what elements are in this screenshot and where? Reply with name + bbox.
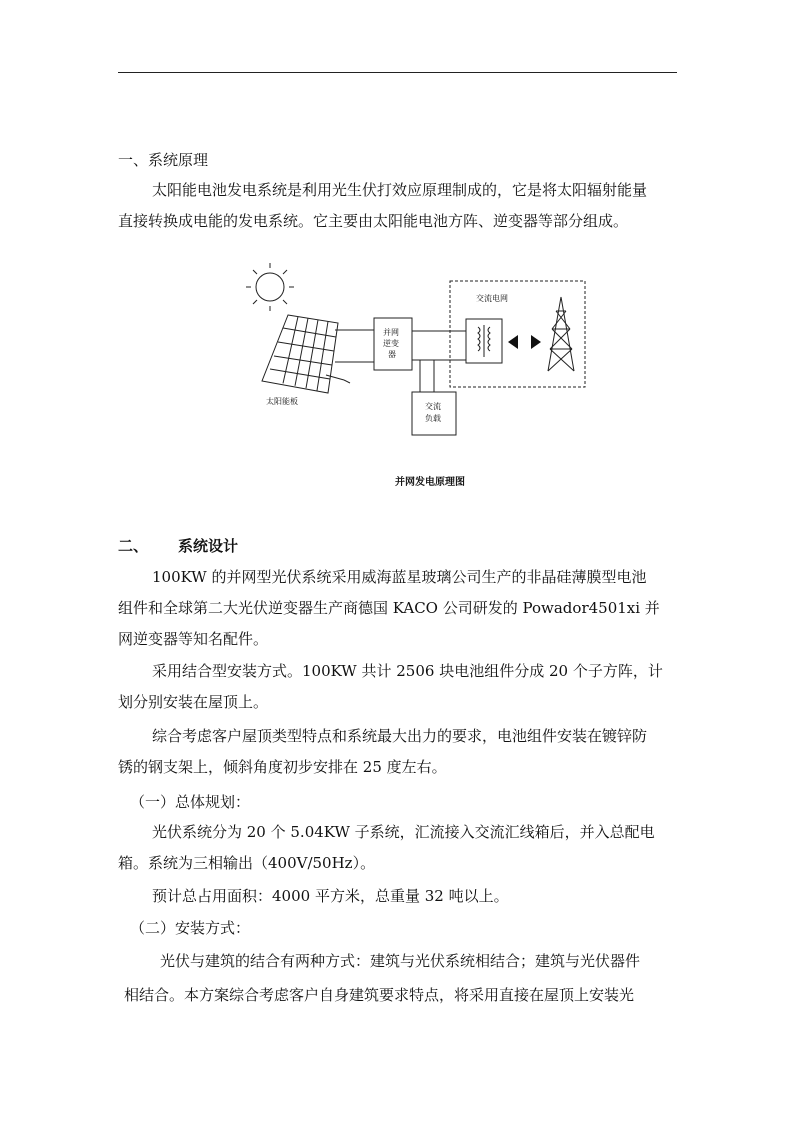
grid-connection-diagram (240, 255, 590, 445)
section1-para-line2: 直接转换成电能的发电系统。它主要由太阳能电池方阵、逆变器等部分组成。 (118, 212, 629, 230)
load-label-1: 交流 (425, 402, 441, 411)
left-arrow-icon (508, 335, 518, 349)
header-rule (118, 72, 677, 73)
grid-label: 交流电网 (476, 294, 508, 303)
section2-p6-line1: 光伏与建筑的结合有两种方式：建筑与光伏系统相结合；建筑与光伏器件 (160, 952, 641, 970)
section2-p3-line2: 锈的钢支架上，倾斜角度初步安排在 25 度左右。 (118, 758, 447, 776)
section2-p4-line1: 光伏系统分为 20 个 5.04KW 子系统，汇流接入交流汇线箱后，并入总配电 (152, 823, 655, 841)
section2-p2-line2: 划分别安装在屋顶上。 (118, 693, 269, 711)
section2-p3-line1: 综合考虑客户屋顶类型特点和系统最大出力的要求，电池组件安装在镀锌防 (152, 727, 648, 745)
section2-heading-num: 二、 (118, 537, 149, 555)
section2-p6-line2: 相结合。本方案综合考虑客户自身建筑要求特点，将采用直接在屋顶上安装光 (124, 986, 635, 1004)
power-tower-icon (548, 297, 574, 371)
transformer-icon (466, 319, 502, 363)
right-arrow-icon (531, 335, 541, 349)
section2-p4-line2: 箱。系统为三相输出（400V/50Hz）。 (118, 854, 376, 872)
section2-p2-line1: 采用结合型安装方式。100KW 共计 2506 块电池组件分成 20 个子方阵，计 (152, 662, 663, 680)
inverter-label-2: 逆变 (383, 339, 399, 348)
section2-p1-line2: 组件和全球第二大光伏逆变器生产商德国 KACO 公司研发的 Powador4501xi 并 (118, 599, 660, 617)
section1-heading: 一、系统原理 (118, 151, 209, 169)
diagram-caption: 并网发电原理图 (395, 477, 465, 488)
section2-p1-line1: 100KW 的并网型光伏系统采用威海蓝星玻璃公司生产的非晶硅薄膜型电池 (152, 568, 647, 586)
section2-heading-text: 系统设计 (178, 537, 239, 555)
inverter-label-3: 器 (388, 350, 396, 359)
solar-panel-label: 太阳能板 (266, 397, 298, 406)
subsection2-heading: （二）安装方式： (130, 919, 251, 937)
section2-p5-line1: 预计总占用面积：4000 平方米，总重量 32 吨以上。 (152, 887, 509, 905)
solar-panel-icon (262, 315, 350, 393)
section1-para-line1: 太阳能电池发电系统是利用光生伏打效应原理制成的，它是将太阳辐射能量 (152, 181, 648, 199)
subsection1-heading: （一）总体规划： (130, 793, 251, 811)
inverter-label-1: 并网 (383, 328, 399, 337)
section2-p1-line3: 网逆变器等知名配件。 (118, 630, 269, 648)
sun-icon (246, 263, 294, 311)
load-label-2: 负载 (425, 414, 441, 423)
